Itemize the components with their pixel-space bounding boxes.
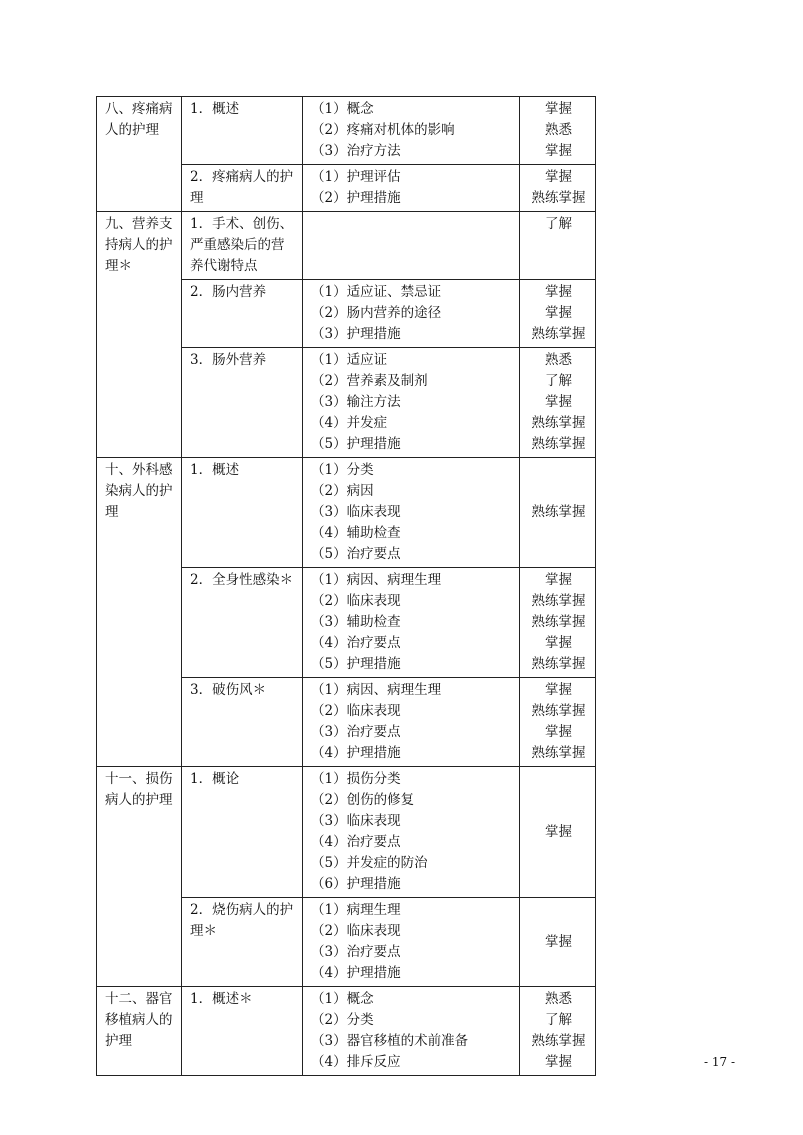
content-item: （4）治疗要点 <box>311 834 401 850</box>
topic-cell: 1．概述 <box>182 97 303 165</box>
content-item: （4）治疗要点 <box>311 635 401 651</box>
topic-cell: 2．烧伤病人的护理＊ <box>182 898 303 987</box>
content-cell <box>303 987 520 1076</box>
content-item: （3）护理措施 <box>311 326 401 342</box>
table-row <box>97 987 596 1076</box>
requirement-level: 熟练掌握 <box>531 703 586 719</box>
requirement-cell <box>520 280 596 348</box>
requirement-level: 熟练掌握 <box>531 504 586 520</box>
content-item: （2）护理措施 <box>311 190 401 206</box>
requirement-level: 掌握 <box>545 394 572 410</box>
requirement-level: 熟练掌握 <box>531 190 586 206</box>
requirement-level: 了解 <box>545 216 572 232</box>
topic-cell: 3．破伤风＊ <box>182 678 303 767</box>
content-item: （3）临床表现 <box>311 504 401 520</box>
requirement-level: 熟练掌握 <box>531 326 586 342</box>
content-item: （1）概念 <box>311 991 374 1007</box>
topic-cell: 1．概述＊ <box>182 987 303 1076</box>
content-item: （2）临床表现 <box>311 593 401 609</box>
requirement-cell <box>520 348 596 458</box>
content-item: （3）辅助检查 <box>311 614 401 630</box>
requirement-level: 熟练掌握 <box>531 593 586 609</box>
content-item: （1）损伤分类 <box>311 771 401 787</box>
content-item: （5）治疗要点 <box>311 546 401 562</box>
page-number: - 17 - <box>703 1055 735 1069</box>
requirement-level: 掌握 <box>545 682 572 698</box>
content-item: （2）病因 <box>311 483 374 499</box>
requirement-level: 掌握 <box>545 169 572 185</box>
content-item: （1）病因、病理生理 <box>311 682 442 698</box>
content-item: （6）护理措施 <box>311 876 401 892</box>
content-cell <box>303 348 520 458</box>
content-item: （3）器官移植的术前准备 <box>311 1033 469 1049</box>
requirement-level: 熟悉 <box>545 122 572 138</box>
table-row <box>97 97 596 165</box>
content-item: （3）治疗方法 <box>311 143 401 159</box>
requirement-level: 了解 <box>545 1012 572 1028</box>
content-item: （4）排斥反应 <box>311 1054 401 1070</box>
table-row <box>97 767 596 898</box>
content-item: （1）病因、病理生理 <box>311 572 442 588</box>
topic-cell: 1．概述 <box>182 458 303 568</box>
topic-cell: 3．肠外营养 <box>182 348 303 458</box>
requirement-cell <box>520 987 596 1076</box>
requirement-level: 掌握 <box>545 933 572 950</box>
content-item: （4）护理措施 <box>311 965 401 981</box>
table-row <box>97 458 596 568</box>
requirement-level: 熟悉 <box>545 991 572 1007</box>
syllabus-table <box>96 96 596 1076</box>
requirement-level: 掌握 <box>545 101 572 117</box>
content-cell <box>303 898 520 987</box>
content-cell <box>303 767 520 898</box>
requirement-cell <box>520 165 596 212</box>
content-item: （1）概念 <box>311 101 374 117</box>
unit-cell: 八、疼痛病人的护理 <box>97 97 182 212</box>
requirement-level: 熟练掌握 <box>531 745 586 761</box>
unit-cell: 十、外科感染病人的护理 <box>97 458 182 767</box>
content-item: （1）分类 <box>311 462 374 478</box>
content-item: （1）病理生理 <box>311 902 401 918</box>
requirement-cell <box>520 678 596 767</box>
content-item: （3）治疗要点 <box>311 944 401 960</box>
content-cell <box>303 165 520 212</box>
content-item: （5）护理措施 <box>311 656 401 672</box>
requirement-level: 掌握 <box>545 305 572 321</box>
content-item: （5）护理措施 <box>311 436 401 452</box>
requirement-level: 掌握 <box>545 572 572 588</box>
requirement-level: 掌握 <box>545 1054 572 1070</box>
requirement-level: 了解 <box>545 373 572 389</box>
requirement-level: 掌握 <box>545 284 572 300</box>
requirement-level: 掌握 <box>545 143 572 159</box>
requirement-level: 掌握 <box>545 823 572 840</box>
requirement-cell <box>520 458 596 568</box>
content-item: （2）肠内营养的途径 <box>311 305 442 321</box>
topic-cell: 2．疼痛病人的护理 <box>182 165 303 212</box>
syllabus-table-body <box>97 97 596 1076</box>
topic-cell: 1．手术、创伤、严重感染后的营养代谢特点 <box>182 212 303 280</box>
content-cell <box>303 568 520 678</box>
requirement-cell <box>520 568 596 678</box>
unit-cell: 十一、损伤病人的护理 <box>97 767 182 987</box>
content-cell <box>303 280 520 348</box>
content-item: （1）适应证 <box>311 352 388 368</box>
topic-cell: 2．全身性感染＊ <box>182 568 303 678</box>
content-item: （1）护理评估 <box>311 169 401 185</box>
content-item: （1）适应证、禁忌证 <box>311 284 442 300</box>
requirement-level: 熟练掌握 <box>531 436 586 452</box>
requirement-level: 熟练掌握 <box>531 415 586 431</box>
content-item: （2）创伤的修复 <box>311 792 415 808</box>
content-item: （2）疼痛对机体的影响 <box>311 122 455 138</box>
requirement-cell <box>520 767 596 898</box>
content-cell <box>303 212 520 280</box>
unit-cell: 十二、器官移植病人的护理 <box>97 987 182 1076</box>
requirement-level: 掌握 <box>545 635 572 651</box>
requirement-level: 熟练掌握 <box>531 1033 586 1049</box>
unit-cell: 九、营养支持病人的护理＊ <box>97 212 182 458</box>
requirement-level: 掌握 <box>545 724 572 740</box>
requirement-level: 熟悉 <box>545 352 572 368</box>
content-item: （3）治疗要点 <box>311 724 401 740</box>
content-item: （5）并发症的防治 <box>311 855 428 871</box>
topic-cell: 1．概论 <box>182 767 303 898</box>
content-item: （3）临床表现 <box>311 813 401 829</box>
requirement-level: 熟练掌握 <box>531 656 586 672</box>
content-item: （2）分类 <box>311 1012 374 1028</box>
requirement-cell <box>520 212 596 280</box>
content-item: （2）临床表现 <box>311 923 401 939</box>
requirement-level: 熟练掌握 <box>531 614 586 630</box>
content-item: （3）输注方法 <box>311 394 401 410</box>
content-cell <box>303 678 520 767</box>
content-item: （2）临床表现 <box>311 703 401 719</box>
content-item: （2）营养素及制剂 <box>311 373 428 389</box>
content-item: （4）并发症 <box>311 415 388 431</box>
content-item: （4）辅助检查 <box>311 525 401 541</box>
table-row <box>97 212 596 280</box>
content-item: （4）护理措施 <box>311 745 401 761</box>
content-cell <box>303 97 520 165</box>
topic-cell: 2．肠内营养 <box>182 280 303 348</box>
content-cell <box>303 458 520 568</box>
requirement-cell <box>520 97 596 165</box>
requirement-cell <box>520 898 596 987</box>
